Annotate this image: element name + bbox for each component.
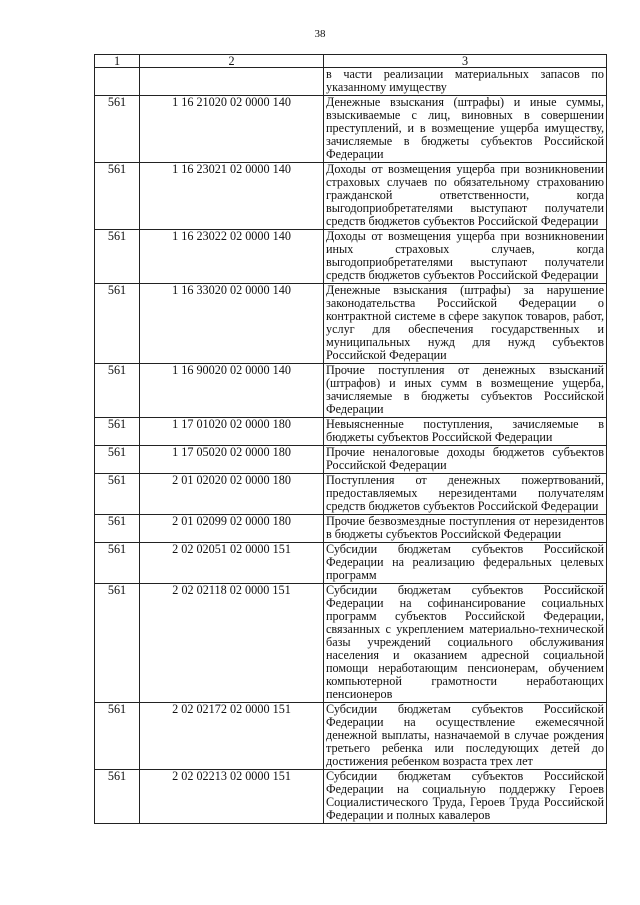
- description-cell: Прочие поступления от денежных взысканий (штрафов) и иных сумм в возмещение ущерба, зачисляемые в бюджеты субъектов Российской Федерации: [324, 364, 607, 418]
- admin-code-cell: 561: [95, 543, 140, 584]
- description-cell: Прочие неналоговые доходы бюджетов субъектов Российской Федерации: [324, 446, 607, 474]
- description-cell: Денежные взыскания (штрафы) за нарушение законодательства Российской Федерации о контрактной системе в сфере закупок товаров, работ, услуг для обеспечения государственных и муниципальных нужд для нужд субъектов Российской Федерации: [324, 284, 607, 364]
- description-cell: Денежные взыскания (штрафы) и иные суммы, взыскиваемые с лиц, виновных в совершении преступлений, и в возмещение ущерба имуществу, зачисляемые в бюджеты субъектов Российской Федерации: [324, 96, 607, 163]
- description-cell: Субсидии бюджетам субъектов Российской Федерации на социальную поддержку Героев Социалистического Труда, Героев Труда Российской Федерации и полных кавалеров: [324, 770, 607, 824]
- description-cell: Доходы от возмещения ущерба при возникновении иных страховых случаев, когда выгодоприобретателями выступают получатели средств бюджетов субъектов Российской Федерации: [324, 230, 607, 284]
- table-row: [95, 230, 607, 284]
- table-row: [95, 474, 607, 515]
- admin-code-cell: 561: [95, 284, 140, 364]
- budget-code-cell: 2 01 02020 02 0000 180: [140, 474, 324, 515]
- admin-code-cell: 561: [95, 446, 140, 474]
- table-row: [95, 96, 607, 163]
- admin-code-cell: 561: [95, 515, 140, 543]
- budget-code-cell: 1 16 33020 02 0000 140: [140, 284, 324, 364]
- budget-code-cell: 1 17 05020 02 0000 180: [140, 446, 324, 474]
- description-cell: Поступления от денежных пожертвований, предоставляемых нерезидентами получателям средств бюджетов субъектов Российской Федерации: [324, 474, 607, 515]
- description-cell: Субсидии бюджетам субъектов Российской Федерации на реализацию федеральных целевых программ: [324, 543, 607, 584]
- description-cell: Прочие безвозмездные поступления от нерезидентов в бюджеты субъектов Российской Федерации: [324, 515, 607, 543]
- column-header-2: 2: [140, 55, 324, 68]
- table-row: [95, 68, 607, 96]
- table-row: [95, 515, 607, 543]
- description-cell: в части реализации материальных запасов по указанному имуществу: [324, 68, 607, 96]
- budget-code-cell: 2 02 02213 02 0000 151: [140, 770, 324, 824]
- description-cell: Невыясненные поступления, зачисляемые в бюджеты субъектов Российской Федерации: [324, 418, 607, 446]
- table-row: [95, 543, 607, 584]
- admin-code-cell: [95, 68, 140, 96]
- table-row: [95, 163, 607, 230]
- description-cell: Субсидии бюджетам субъектов Российской Федерации на осуществление ежемесячной денежной выплаты, назначаемой в случае рождения третьего ребенка или последующих детей до достижения ребенком возраста трех лет: [324, 703, 607, 770]
- budget-code-cell: 1 16 21020 02 0000 140: [140, 96, 324, 163]
- admin-code-cell: 561: [95, 703, 140, 770]
- admin-code-cell: 561: [95, 163, 140, 230]
- description-cell: Доходы от возмещения ущерба при возникновении страховых случаев по обязательному страхованию гражданской ответственности, когда выгодоприобретателями выступают получатели средств бюджетов субъектов Российской Федерации: [324, 163, 607, 230]
- budget-code-cell: 1 16 23021 02 0000 140: [140, 163, 324, 230]
- budget-code-cell: [140, 68, 324, 96]
- table-row: [95, 446, 607, 474]
- admin-code-cell: 561: [95, 230, 140, 284]
- revenue-codes-table: [94, 54, 607, 824]
- table-row: [95, 364, 607, 418]
- column-header-1: 1: [95, 55, 140, 68]
- table-row: [95, 418, 607, 446]
- admin-code-cell: 561: [95, 474, 140, 515]
- admin-code-cell: 561: [95, 770, 140, 824]
- budget-code-cell: 2 02 02172 02 0000 151: [140, 703, 324, 770]
- admin-code-cell: 561: [95, 418, 140, 446]
- budget-code-cell: 2 02 02051 02 0000 151: [140, 543, 324, 584]
- budget-code-cell: 1 17 01020 02 0000 180: [140, 418, 324, 446]
- admin-code-cell: 561: [95, 584, 140, 703]
- budget-code-cell: 1 16 90020 02 0000 140: [140, 364, 324, 418]
- table-row: [95, 284, 607, 364]
- table-header-row: [95, 55, 607, 68]
- budget-code-cell: 2 02 02118 02 0000 151: [140, 584, 324, 703]
- table-row: [95, 770, 607, 824]
- admin-code-cell: 561: [95, 96, 140, 163]
- column-header-3: 3: [324, 55, 607, 68]
- table-row: [95, 703, 607, 770]
- page-number: 38: [314, 28, 326, 40]
- budget-code-cell: 2 01 02099 02 0000 180: [140, 515, 324, 543]
- description-cell: Субсидии бюджетам субъектов Российской Федерации на софинансирование социальных программ субъектов Российской Федерации, связанных с укреплением материально-технической базы учреждений социального обслуживания населения и оказанием адресной социальной помощи неработающим пенсионерам, обучением компьютерной грамотности неработающих пенсионеров: [324, 584, 607, 703]
- table-row: [95, 584, 607, 703]
- budget-code-cell: 1 16 23022 02 0000 140: [140, 230, 324, 284]
- admin-code-cell: 561: [95, 364, 140, 418]
